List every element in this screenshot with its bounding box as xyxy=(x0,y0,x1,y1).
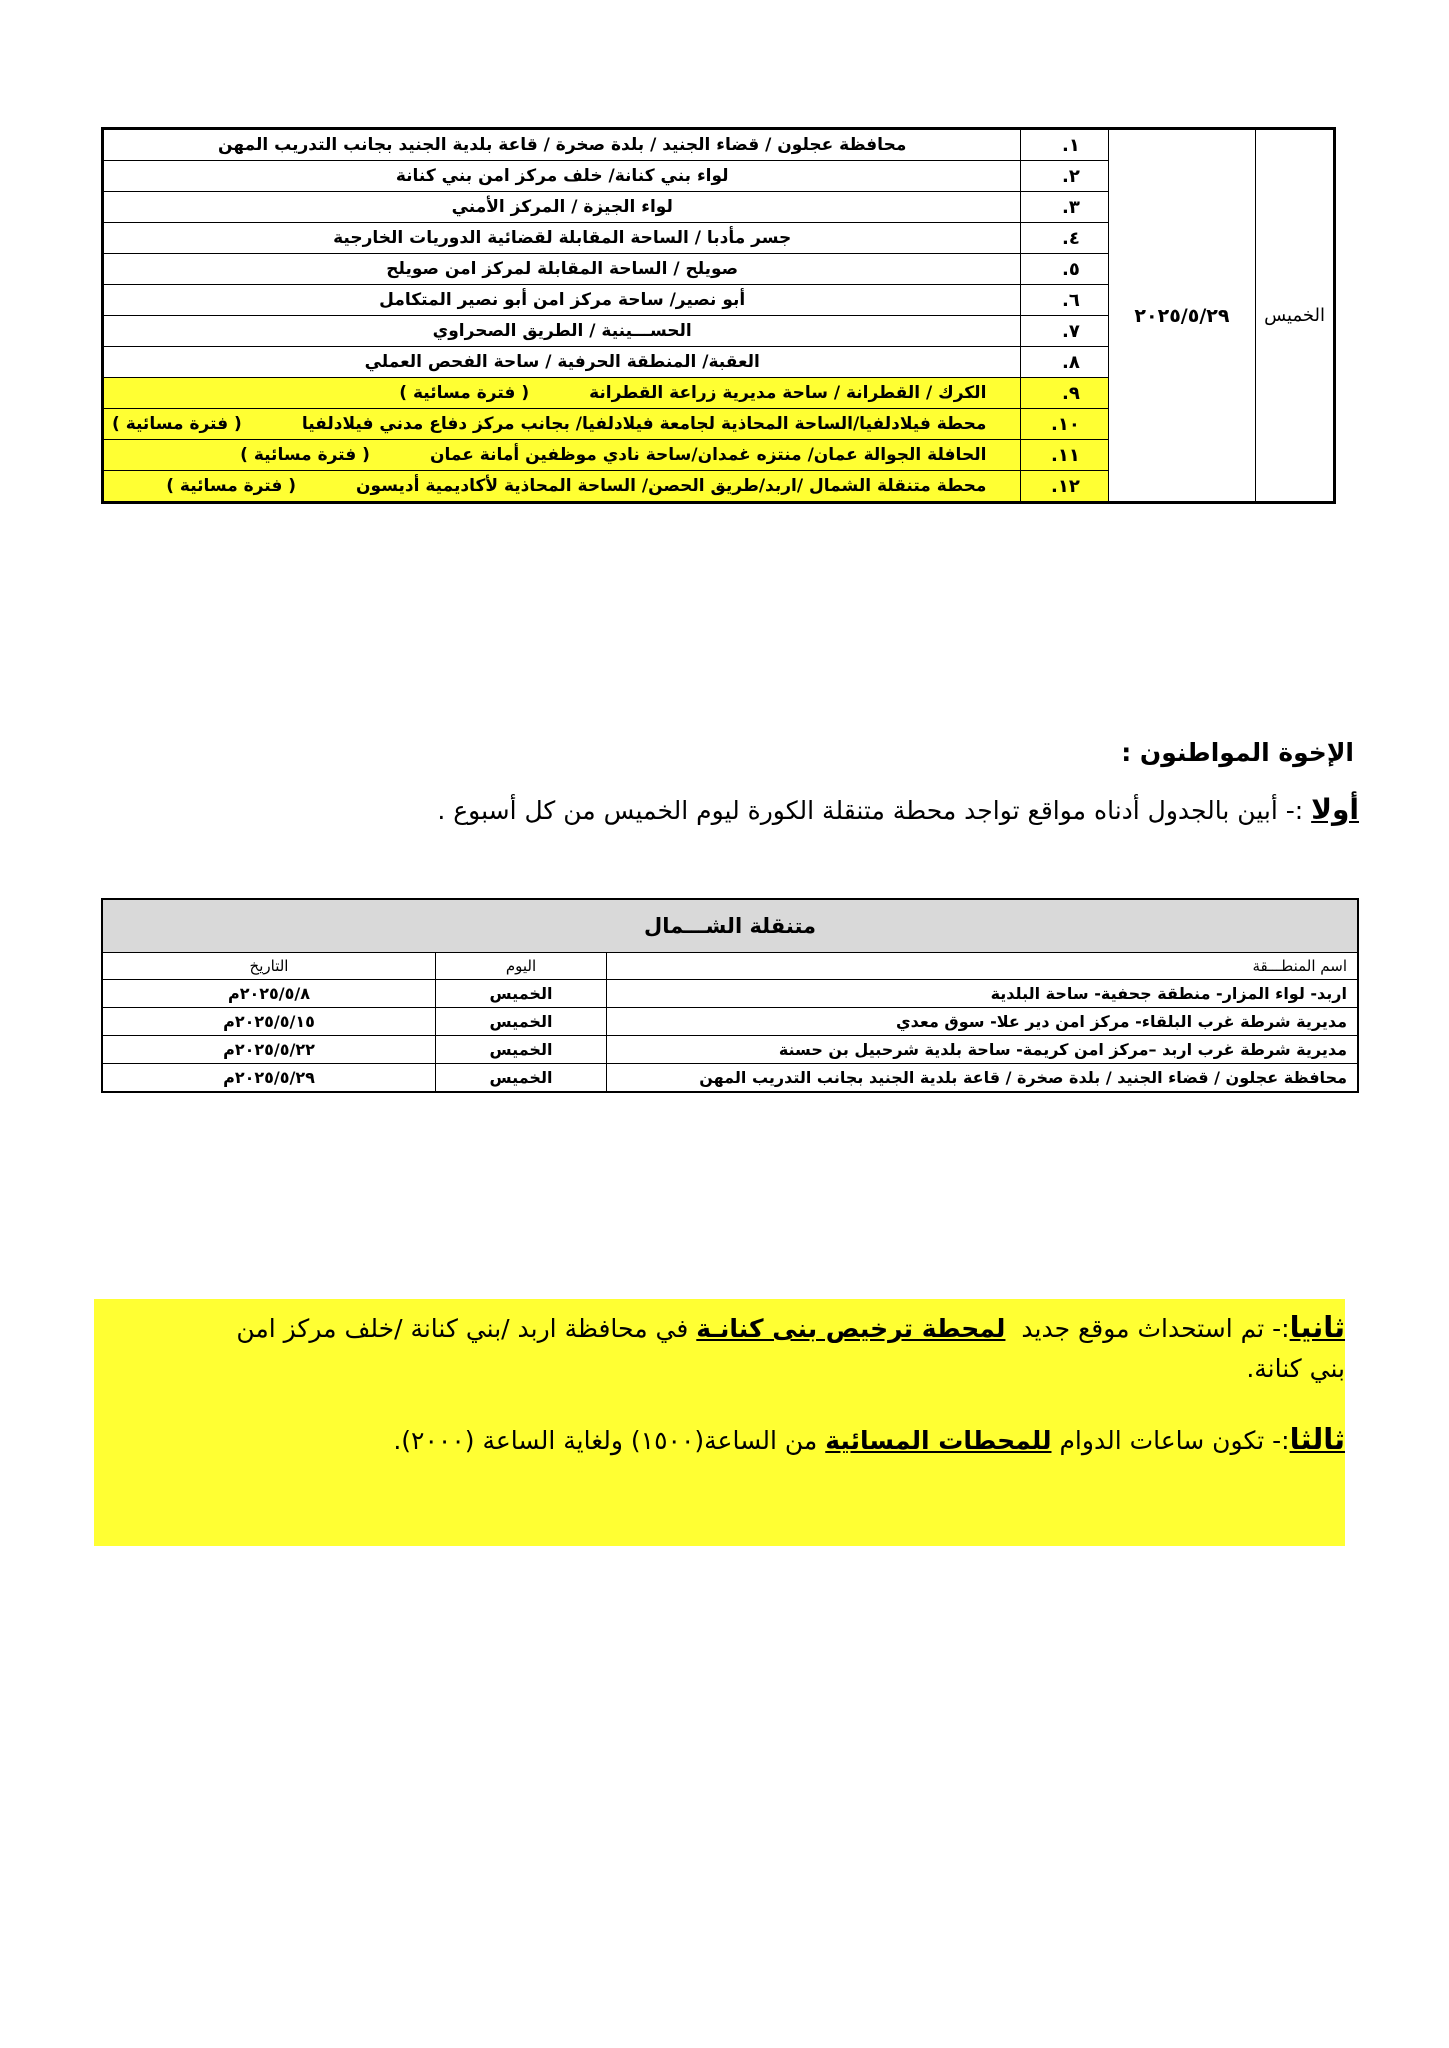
citizens-heading: الإخوة المواطنون : xyxy=(1121,738,1354,767)
third-point-pre: :- تكون ساعات الدوام xyxy=(1059,1426,1290,1455)
first-point-label: أولا xyxy=(1311,793,1359,826)
third-point xyxy=(393,1419,1345,1461)
north-table-title-row xyxy=(102,899,1358,953)
location-text: محطة متنقلة الشمال /اربد/طريق الحصن/ الساحة المحاذية لأكاديمية أديسون xyxy=(356,476,987,496)
third-point-label: ثالثا xyxy=(1289,1422,1345,1456)
north-table-title: متنقلة الشـــمال xyxy=(102,899,1358,953)
north-table xyxy=(101,898,1359,1093)
north-area-cell: اربد- لواء المزار- منطقة جحفية- ساحة البلدية xyxy=(607,980,1359,1008)
notice-box xyxy=(94,1299,1345,1546)
second-point-line2: بني كنانة. xyxy=(1246,1354,1345,1383)
schedule-number: .٨ xyxy=(1021,347,1108,378)
north-date-cell: ٢٠٢٥/٥/٨م xyxy=(102,980,436,1008)
schedule-location xyxy=(103,254,1021,285)
north-area-cell: مديرية شرطة غرب البلقاء- مركز امن دير علا- سوق معدي xyxy=(607,1008,1359,1036)
schedule-location xyxy=(103,316,1021,347)
location-text: صويلح / الساحة المقابلة لمركز امن صويلح xyxy=(386,259,739,279)
north-table-row xyxy=(102,1036,1358,1064)
north-day-cell: الخميس xyxy=(436,1036,607,1064)
third-point-underlined: للمحطات المسائية xyxy=(825,1426,1052,1455)
evening-period-label: ( فترة مسائية ) xyxy=(166,476,297,496)
schedule-table xyxy=(101,127,1336,504)
schedule-location xyxy=(103,223,1021,254)
schedule-day: الخميس xyxy=(1256,129,1335,503)
schedule-location xyxy=(103,161,1021,192)
schedule-number: .٧ xyxy=(1021,316,1108,347)
schedule-location xyxy=(103,440,1021,471)
schedule-number: .٣ xyxy=(1021,192,1108,223)
header-date: التاريخ xyxy=(102,953,436,980)
schedule-location xyxy=(103,378,1021,409)
north-table-row xyxy=(102,980,1358,1008)
header-area: اسم المنطـــقة xyxy=(607,953,1359,980)
second-point-pre: :- تم استحداث موقع جديد xyxy=(1021,1314,1290,1343)
schedule-number: .١٢ xyxy=(1021,471,1108,503)
north-day-cell: الخميس xyxy=(436,980,607,1008)
location-text: لواء بني كنانة/ خلف مركز امن بني كنانة xyxy=(395,166,729,186)
first-point xyxy=(437,793,1359,826)
location-text: الحســـينية / الطريق الصحراوي xyxy=(432,321,692,341)
third-point-post: من الساعة(١٥٠٠) ولغاية الساعة (٢٠٠٠). xyxy=(393,1426,818,1455)
schedule-number: .٤ xyxy=(1021,223,1108,254)
schedule-location xyxy=(103,471,1021,503)
second-point-post: في محافظة اربد /بني كنانة /خلف مركز امن xyxy=(236,1314,689,1343)
schedule-number: .٩ xyxy=(1021,378,1108,409)
evening-period-label: ( فترة مسائية ) xyxy=(240,445,370,465)
location-text: الحافلة الجوالة عمان/ منتزه غمدان/ساحة نادي موظفين أمانة عمان xyxy=(429,445,987,465)
schedule-location xyxy=(103,192,1021,223)
north-area-cell: مديرية شرطة غرب اربد –مركز امن كريمة- ساحة بلدية شرحبيل بن حسنة xyxy=(607,1036,1359,1064)
header-day: اليوم xyxy=(436,953,607,980)
north-day-cell: الخميس xyxy=(436,1064,607,1093)
location-text: لواء الجيزة / المركز الأمني xyxy=(451,197,673,217)
schedule-number: .٥ xyxy=(1021,254,1108,285)
location-text: محافظة عجلون / قضاء الجنيد / بلدة صخرة / قاعة بلدية الجنيد بجانب التدريب المهن xyxy=(218,135,907,155)
schedule-number: .٦ xyxy=(1021,285,1108,316)
north-day-cell: الخميس xyxy=(436,1008,607,1036)
schedule-date: ٢٠٢٥/٥/٢٩ xyxy=(1108,129,1255,503)
schedule-location xyxy=(103,129,1021,161)
north-table-row xyxy=(102,1064,1358,1093)
second-point xyxy=(94,1307,1345,1349)
second-point-underlined: لمحطة ترخيص بنى كنانـة xyxy=(696,1314,1006,1343)
location-text: محطة فيلادلفيا/الساحة المحاذية لجامعة فيلادلفيا/ بجانب مركز دفاع مدني فيلادلفيا xyxy=(301,414,987,434)
schedule-location xyxy=(103,409,1021,440)
location-text: جسر مأدبا / الساحة المقابلة لقضائية الدوريات الخارجية xyxy=(333,228,792,248)
north-date-cell: ٢٠٢٥/٥/٢٢م xyxy=(102,1036,436,1064)
second-point-label: ثانيا xyxy=(1289,1310,1345,1344)
north-table-row xyxy=(102,1008,1358,1036)
location-text: العقبة/ المنطقة الحرفية / ساحة الفحص العملي xyxy=(364,352,760,372)
location-text: أبو نصير/ ساحة مركز امن أبو نصير المتكامل xyxy=(379,290,746,310)
schedule-location xyxy=(103,347,1021,378)
north-area-cell: محافظة عجلون / قضاء الجنيد / بلدة صخرة / قاعة بلدية الجنيد بجانب التدريب المهن xyxy=(607,1064,1359,1093)
north-date-cell: ٢٠٢٥/٥/٢٩م xyxy=(102,1064,436,1093)
evening-period-label: ( فترة مسائية ) xyxy=(112,414,242,434)
schedule-location xyxy=(103,285,1021,316)
schedule-number: .١٠ xyxy=(1021,409,1108,440)
north-table-header-row xyxy=(102,953,1358,980)
evening-period-label: ( فترة مسائية ) xyxy=(399,383,530,403)
first-point-text: :- أبين بالجدول أدناه مواقع تواجد محطة متنقلة الكورة ليوم الخميس من كل أسبوع . xyxy=(437,796,1304,825)
north-date-cell: ٢٠٢٥/٥/١٥م xyxy=(102,1008,436,1036)
schedule-number: .١ xyxy=(1021,129,1108,161)
location-text: الكرك / القطرانة / ساحة مديرية زراعة القطرانة xyxy=(589,383,987,403)
schedule-number: .٢ xyxy=(1021,161,1108,192)
schedule-number: .١١ xyxy=(1021,440,1108,471)
schedule-row xyxy=(103,129,1335,161)
